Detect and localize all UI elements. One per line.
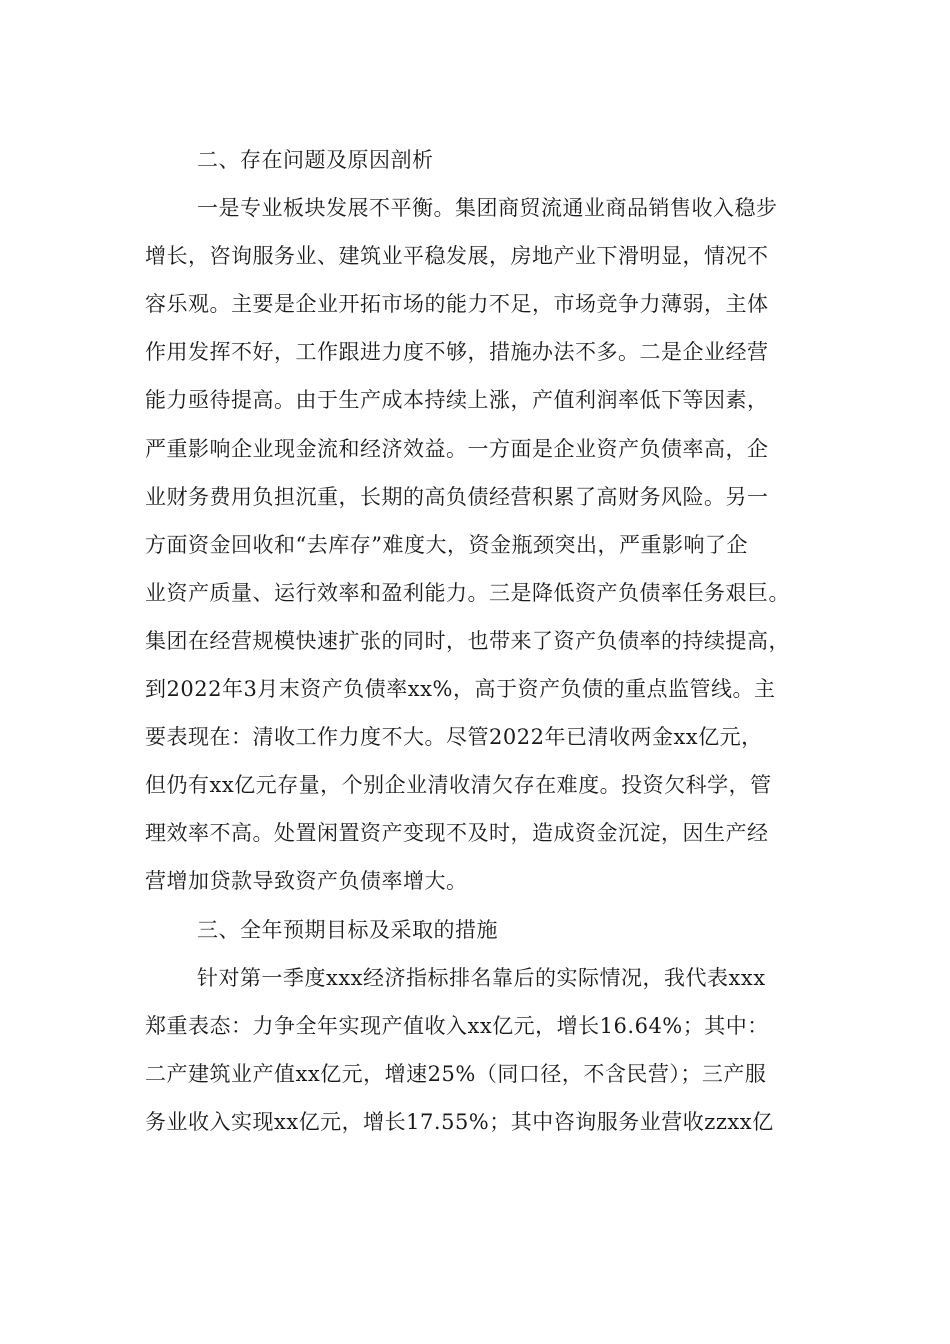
paragraph-line: 集团在经营规模快速扩张的同时，也带来了资产负债率的持续提高， xyxy=(145,628,790,653)
paragraph-line: 要表现在：清收工作力度不大。尽管2022年已清收两金xx亿元， xyxy=(145,725,763,750)
paragraph-line: 一是专业板块发展不平衡。集团商贸流通业商品销售收入稳步 xyxy=(197,196,778,221)
section-heading-problems: 二、存在问题及原因剖析 xyxy=(197,148,434,172)
document-body xyxy=(145,136,805,1146)
paragraph-line: 业财务费用负担沉重，长期的高负债经营积累了高财务风险。另一 xyxy=(145,484,769,509)
paragraph-line: 营增加贷款导致资产负债率增大。 xyxy=(145,869,468,894)
paragraph-line: 理效率不高。处置闲置资产变现不及时，造成资金沉淀，因生产经 xyxy=(145,821,769,846)
paragraph-line: 能力亟待提高。由于生产成本持续上涨，产值利润率低下等因素， xyxy=(145,388,769,413)
paragraph-line: 作用发挥不好，工作跟进力度不够，措施办法不多。二是企业经营 xyxy=(145,340,769,365)
paragraph-line: 务业收入实现xx亿元，增长17.55%；其中咨询服务业营收zzxx亿 xyxy=(145,1109,774,1134)
paragraph-line: 业资产质量、运行效率和盈利能力。三是降低资产负债率任务艰巨。 xyxy=(145,580,790,605)
paragraph-line: 到2022年3月末资产负债率xx%，高于资产负债的重点监管线。主 xyxy=(145,677,776,702)
paragraph-line: 方面资金回收和“去库存”难度大，资金瓶颈突出，严重影响了企 xyxy=(145,532,748,557)
paragraph-line: 郑重表态：力争全年实现产值收入xx亿元，增长16.64%；其中： xyxy=(145,1013,769,1038)
section-heading-targets: 三、全年预期目标及采取的措施 xyxy=(197,917,498,942)
paragraph-line: 二产建筑业产值xx亿元，增速25%（同口径，不含民营）；三产服 xyxy=(145,1061,767,1086)
paragraph-line: 但仍有xx亿元存量，个别企业清收清欠存在难度。投资欠科学，管 xyxy=(145,773,772,798)
paragraph-line: 增长，咨询服务业、建筑业平稳发展，房地产业下滑明显，情况不 xyxy=(145,244,769,269)
paragraph-line: 严重影响企业现金流和经济效益。一方面是企业资产负债率高，企 xyxy=(145,436,769,461)
paragraph-line: 针对第一季度xxx经济指标排名靠后的实际情况，我代表xxx xyxy=(197,965,766,990)
paragraph-line: 容乐观。主要是企业开拓市场的能力不足，市场竞争力薄弱，主体 xyxy=(145,292,769,317)
